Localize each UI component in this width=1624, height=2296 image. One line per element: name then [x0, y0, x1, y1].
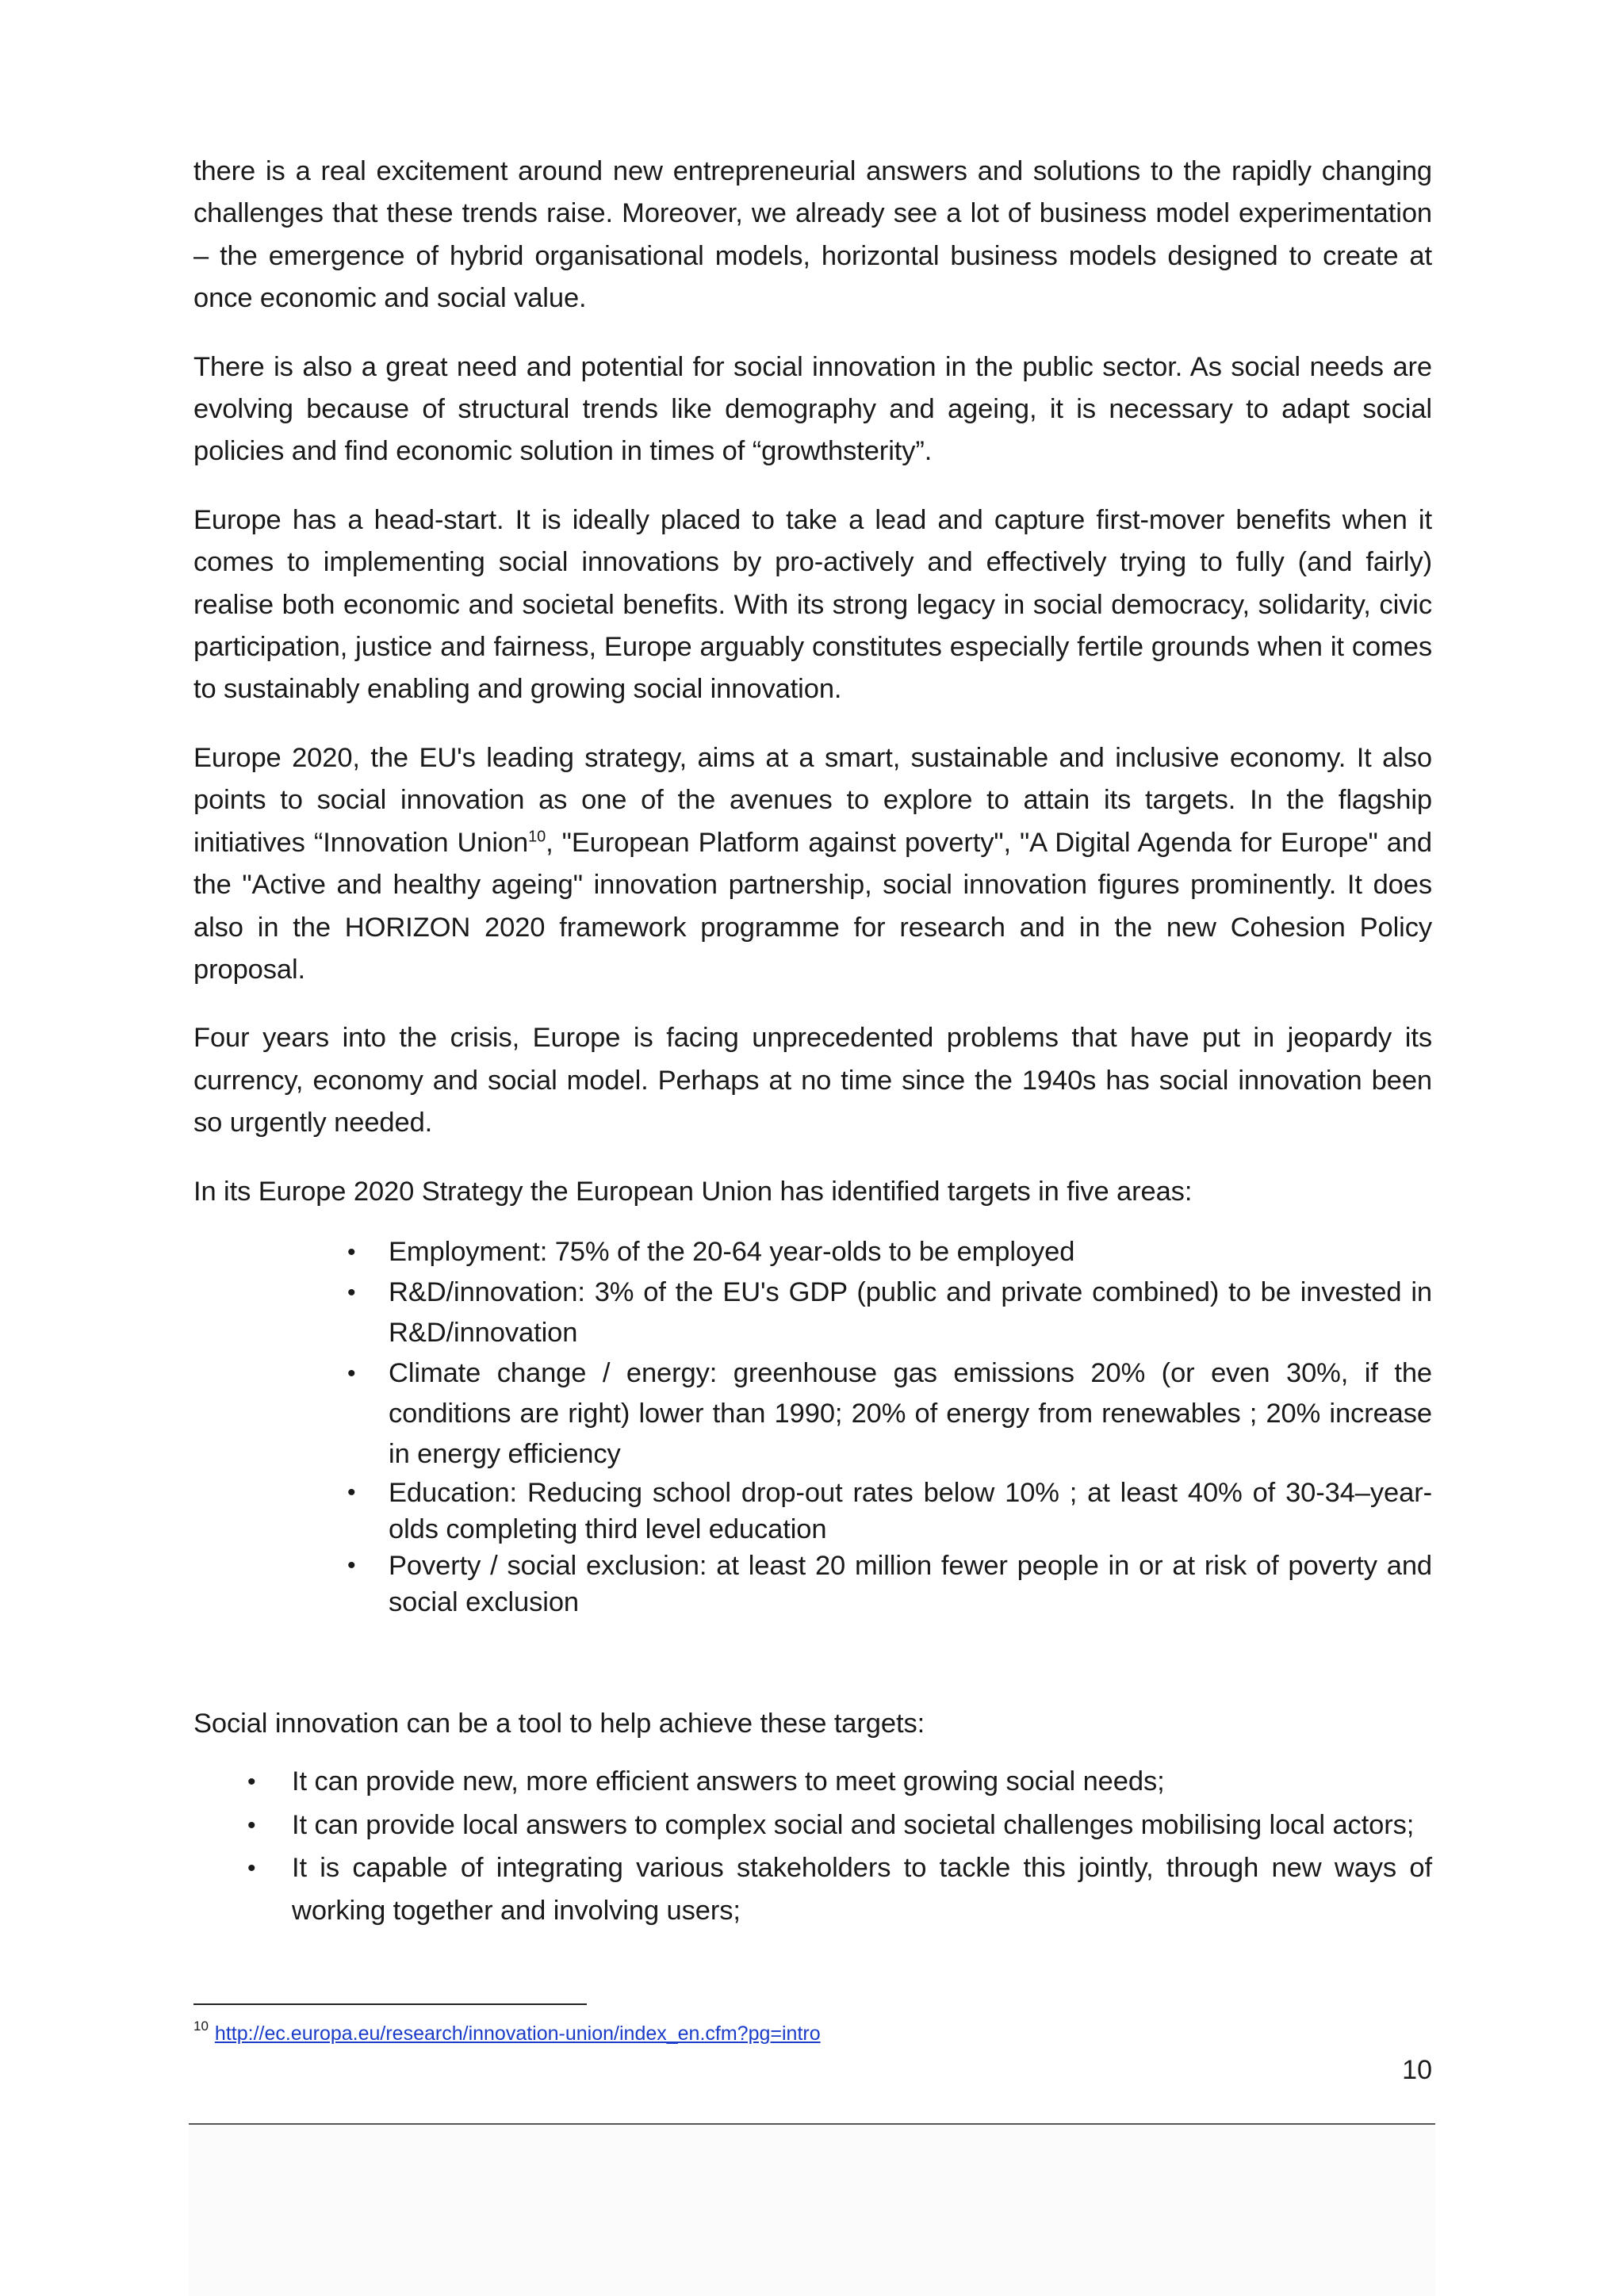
list-item — [347, 1548, 1432, 1621]
paragraph-2: There is also a great need and potential for social innovation in the public sector. As social needs are evolving because of structural trends like demography and ageing, it is necessary to adapt social policies and find economic solution in times of “growthsterity”. — [193, 351, 1432, 467]
list-item — [347, 1475, 1432, 1548]
footnote-link[interactable]: http://ec.europa.eu/research/innovation-union/index_en.cfm?pg=intro — [214, 2022, 821, 2045]
paragraph-4 — [193, 737, 1432, 991]
paragraph-1: there is a real excitement around new entrepreneurial answers and solutions to the rapidly changing challenges that these trends raise. Moreover, we already see a lot of business model experimentation – the emergence of hybrid organisational models, horizontal business models designed to create at once economic and social value. — [193, 156, 1432, 314]
list-item-text: Poverty / social exclusion: at least 20 million fewer people in or at risk of poverty and social exclusion — [389, 1550, 1432, 1617]
list-item-text: Employment: 75% of the 20-64 year-olds to be employed — [389, 1236, 1075, 1267]
targets-list — [193, 1232, 1432, 1621]
bullet-icon: • — [247, 1855, 256, 1882]
paragraph-5: Four years into the crisis, Europe is facing unprecedented problems that have put in jeopardy its currency, economy and social model. Perhaps at no time since the 1940s has social innovation been so urgently needed. — [193, 1023, 1432, 1138]
list-item — [247, 1761, 1432, 1803]
footnote-number: 10 — [193, 2019, 209, 2034]
list-item — [247, 1847, 1432, 1932]
list-item-text: Climate change / energy: greenhouse gas emissions 20% (or even 30%, if the conditions are right) lower than 1990; 20% of energy from renewables ; 20% increase in energy efficiency — [389, 1357, 1432, 1469]
list-item-text: It can provide local answers to complex social and societal challenges mobilising local actors; — [292, 1809, 1415, 1840]
paragraph-7: Social innovation can be a tool to help achieve these targets: — [193, 1708, 925, 1739]
bullet-icon: • — [247, 1769, 256, 1796]
bullet-icon: • — [347, 1360, 356, 1387]
footnote-reference[interactable]: 10 — [528, 828, 546, 846]
list-item — [247, 1804, 1432, 1846]
bullet-icon: • — [247, 1812, 256, 1839]
list-item-text: R&D/innovation: 3% of the EU's GDP (public and private combined) to be invested in R&D/innovation — [389, 1276, 1432, 1348]
paragraph-6: In its Europe 2020 Strategy the European Union has identified targets in five areas: — [193, 1176, 1193, 1207]
list-item — [347, 1353, 1432, 1475]
paragraph-4-text-end: , "European Platform against poverty", "A Digital Agenda for Europe" and the "Active and healthy ageing" innovation partnership, social innovation figures prominently. It does also in the HORIZON 2020 framework programme for research and in the new Cohesion Policy proposal. — [193, 827, 1432, 985]
paragraph-3: Europe has a head-start. It is ideally placed to take a lead and capture first-mover benefits when it comes to implementing social innovations by pro-actively and effectively trying to fully (and fairly) realise both economic and societal benefits. With its strong legacy in social democracy, solidarity, civic participation, justice and fairness, Europe arguably constitutes especially fertile grounds when it comes to sustainably enabling and growing social innovation. — [193, 504, 1432, 705]
list-item-text: It is capable of integrating various stakeholders to tackle this jointly, through new ways of working together and involving users; — [292, 1853, 1432, 1926]
list-item-text: Education: Reducing school drop-out rates below 10% ; at least 40% of 30-34–year-olds completing third level education — [389, 1477, 1432, 1544]
paragraph-4-text-start: Europe 2020, the EU's leading strategy, aims at a smart, sustainable and inclusive economy. It also points to social innovation as one of the avenues to explore to attain its targets. In the flagship initiatives “Innovation Union — [193, 742, 1432, 858]
list-item — [347, 1232, 1432, 1272]
page-number: 10 — [1402, 2055, 1432, 2085]
footnote — [193, 2019, 821, 2045]
page-body — [193, 151, 1432, 1933]
bullet-icon: • — [347, 1479, 356, 1506]
bullet-icon: • — [347, 1552, 356, 1578]
footer-area — [189, 2125, 1435, 2296]
bullet-icon: • — [347, 1238, 356, 1265]
list-item-text: It can provide new, more efficient answers to meet growing social needs; — [292, 1766, 1165, 1797]
footnote-divider — [193, 2003, 587, 2005]
bullet-icon: • — [347, 1279, 356, 1306]
list-item — [347, 1272, 1432, 1353]
tool-list — [193, 1761, 1432, 1932]
